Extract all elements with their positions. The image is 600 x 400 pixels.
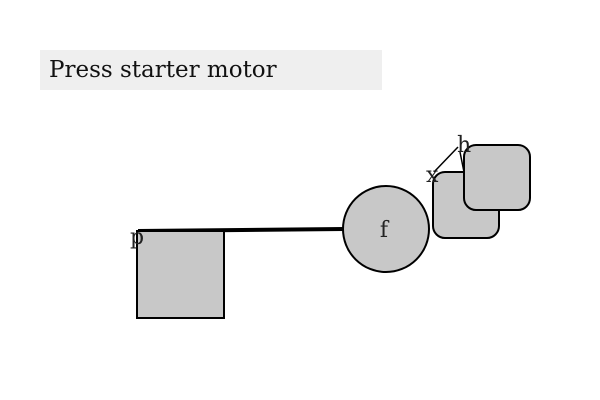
starter-motor-label: f xyxy=(379,218,389,243)
tile-h[interactable] xyxy=(464,145,530,210)
square-p-label: p xyxy=(130,225,145,250)
tile-x-label: x xyxy=(426,163,439,188)
tile-h-label: h xyxy=(457,133,472,158)
instruction-text: Press starter motor xyxy=(40,50,382,90)
square-p[interactable] xyxy=(137,231,224,318)
